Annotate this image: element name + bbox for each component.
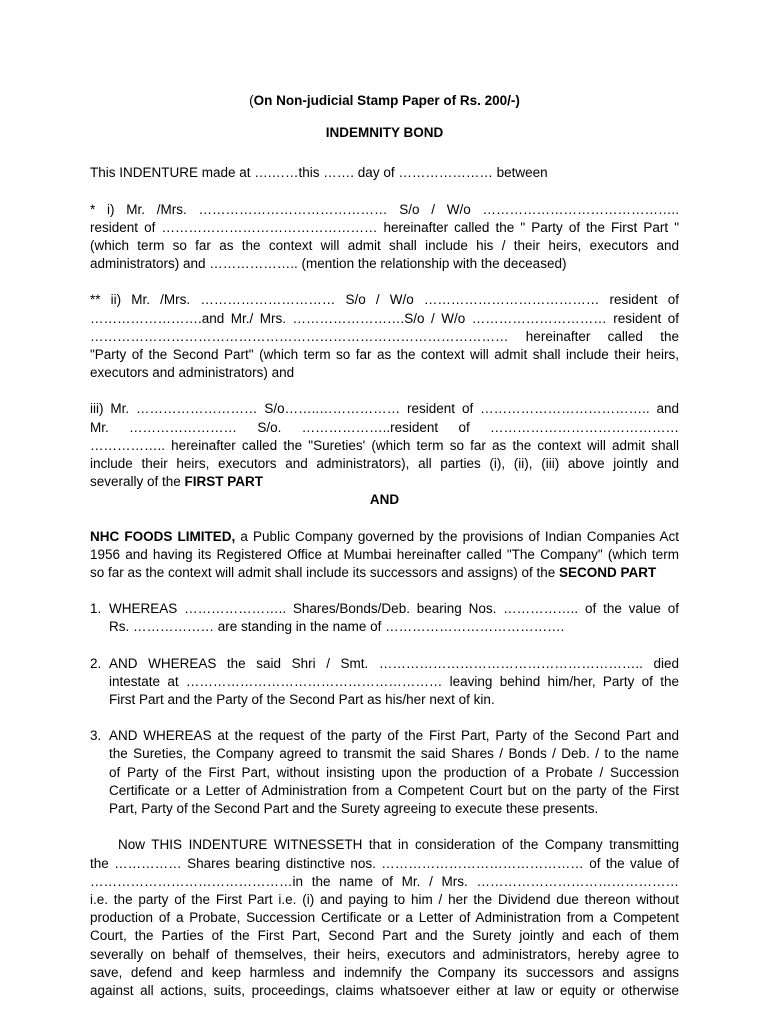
party-three-paragraph <box>90 400 679 509</box>
clause-line: First Part and the Party of the Second Part as his/her next of kin. <box>109 692 495 708</box>
party-three-line: …………….. hereinafter called the "Sureties' (which term so far as the context will admit shall <box>90 437 679 453</box>
intro-line: This INDENTURE made at ….……this ……. day of ………………… between <box>90 165 548 181</box>
and-separator-text: AND <box>369 492 400 508</box>
clause-line: intestate at ………………………………………………… leaving behind him/her, Party of the <box>109 673 679 689</box>
party-one-line: * i) Mr. /Mrs. …………………………………… S/o / W/o …………………………………….. <box>90 201 679 217</box>
party-two-line: ** ii) Mr. /Mrs. ………………………… S/o / W/o ………………………………… resident of <box>90 292 679 308</box>
witness-line: Court, the Parties of the First Part, Second Part and the Surety jointly and each of them <box>90 928 679 944</box>
clause-line: of Party of the First Part, without insisting upon the production of a Probate / Succession <box>109 764 679 780</box>
party-two-line: executors and administrators) and <box>90 365 295 381</box>
party-one-paragraph <box>90 201 679 274</box>
document-title <box>90 124 679 142</box>
clause-number: 3. <box>90 728 102 744</box>
and-separator <box>90 491 679 509</box>
first-part-label: FIRST PART <box>184 474 264 490</box>
first-part-prefix: severally of the <box>90 474 185 490</box>
company-paragraph <box>90 528 679 583</box>
witness-line: the …………… Shares bearing distinctive nos. ……………………………………… of the value of <box>90 855 679 871</box>
witness-line: Now THIS INDENTURE WITNESSETH that in consideration of the Company transmitting <box>118 837 679 853</box>
document-title-text: INDEMNITY BOND <box>325 125 444 141</box>
witness-line: save, defend and keep harmless and indemnify the Company its successors and assigns <box>90 964 679 980</box>
clause-number: 2. <box>90 655 102 671</box>
party-two-line: …………………….and Mr./ Mrs. …………………….S/o / W/o ………………………… resident of <box>90 310 679 326</box>
party-two-line: "Party of the Second Part" (which term so far as the context will admit shall include their heirs, <box>90 347 679 363</box>
clause-line: AND WHEREAS at the request of the party of the First Part, Party of the Second Part and <box>109 728 679 744</box>
clause-line: Part, Party of the Second Part and the Surety agreeing to execute these presents. <box>109 801 599 817</box>
stamp-note-text: On Non-judicial Stamp Paper of Rs. 200/-) <box>253 93 520 108</box>
party-three-line <box>90 473 679 491</box>
stamp-note <box>90 92 679 110</box>
witness-line: i.e. the party of the First Part i.e. (i) and paying to him / her the Dividend due thereon without <box>90 891 679 907</box>
second-part-prefix: so far as the context will admit shall include its successors and assigns) of the <box>90 565 559 581</box>
clause-line: Certificate or a Letter of Administration from a Competent Court but on the party of the First <box>109 782 679 798</box>
clause-3 <box>90 727 679 818</box>
witness-line: production of a Probate, Succession Certificate or a Letter of Administration from a Competent <box>90 910 679 926</box>
stamp-note-open: ( <box>249 93 254 108</box>
witness-paragraph <box>90 836 679 1000</box>
company-line <box>90 564 679 582</box>
company-name: NHC FOODS LIMITED, <box>90 528 236 544</box>
company-line-rest: a Public Company governed by the provisions of Indian Companies Act <box>235 528 679 544</box>
clause-line: WHEREAS ………………….. Shares/Bonds/Deb. bearing Nos. …………….. of the value of <box>109 601 679 617</box>
second-part-label: SECOND PART <box>558 565 657 581</box>
party-two-paragraph <box>90 291 679 382</box>
party-one-line: (which term so far as the context will admit shall include his / their heirs, executors and <box>90 238 679 254</box>
document-body <box>90 92 679 1000</box>
witness-line: severally on behalf of themselves, their heirs, executors and administrators, hereby agree to <box>90 946 679 962</box>
clause-2 <box>90 655 679 710</box>
clause-line: Rs. ……………… are standing in the name of …………………………………. <box>109 619 565 635</box>
clause-line: the Sureties, the Company agreed to transmit the said Shares / Bonds / Deb. / to the name <box>109 746 679 762</box>
clause-1 <box>90 600 679 636</box>
clause-line: AND WHEREAS the said Shri / Smt. ………………………………………………….. died <box>109 655 679 671</box>
party-three-line: include their heirs, executors and administrators), all parties (i), (ii), (iii) above jointly and <box>90 456 679 472</box>
party-three-line: iii) Mr. ……………………… S/o……..……………… resident of ……………………………….. and <box>90 401 679 417</box>
party-three-line: Mr. …………………… S/o. ………………..resident of …………………………………… <box>90 419 679 435</box>
witness-line: against all actions, suits, proceedings, claims whatsoever either at law or equity or otherwise <box>90 982 679 998</box>
party-one-line: resident of ………………………………………… hereinafter called the " Party of the First Part " <box>90 219 679 235</box>
clause-number: 1. <box>90 601 102 617</box>
company-line <box>90 528 679 546</box>
party-two-line: ………………………………………………………………………………… hereinafter called the <box>90 328 679 344</box>
witness-line: ………………………………………in the name of Mr. / Mrs. ……………………………………… <box>90 873 679 889</box>
company-line: 1956 and having its Registered Office at Mumbai hereinafter called "The Company" (which term <box>90 546 679 562</box>
party-one-line: administrators) and ……………….. (mention the relationship with the deceased) <box>90 256 567 272</box>
